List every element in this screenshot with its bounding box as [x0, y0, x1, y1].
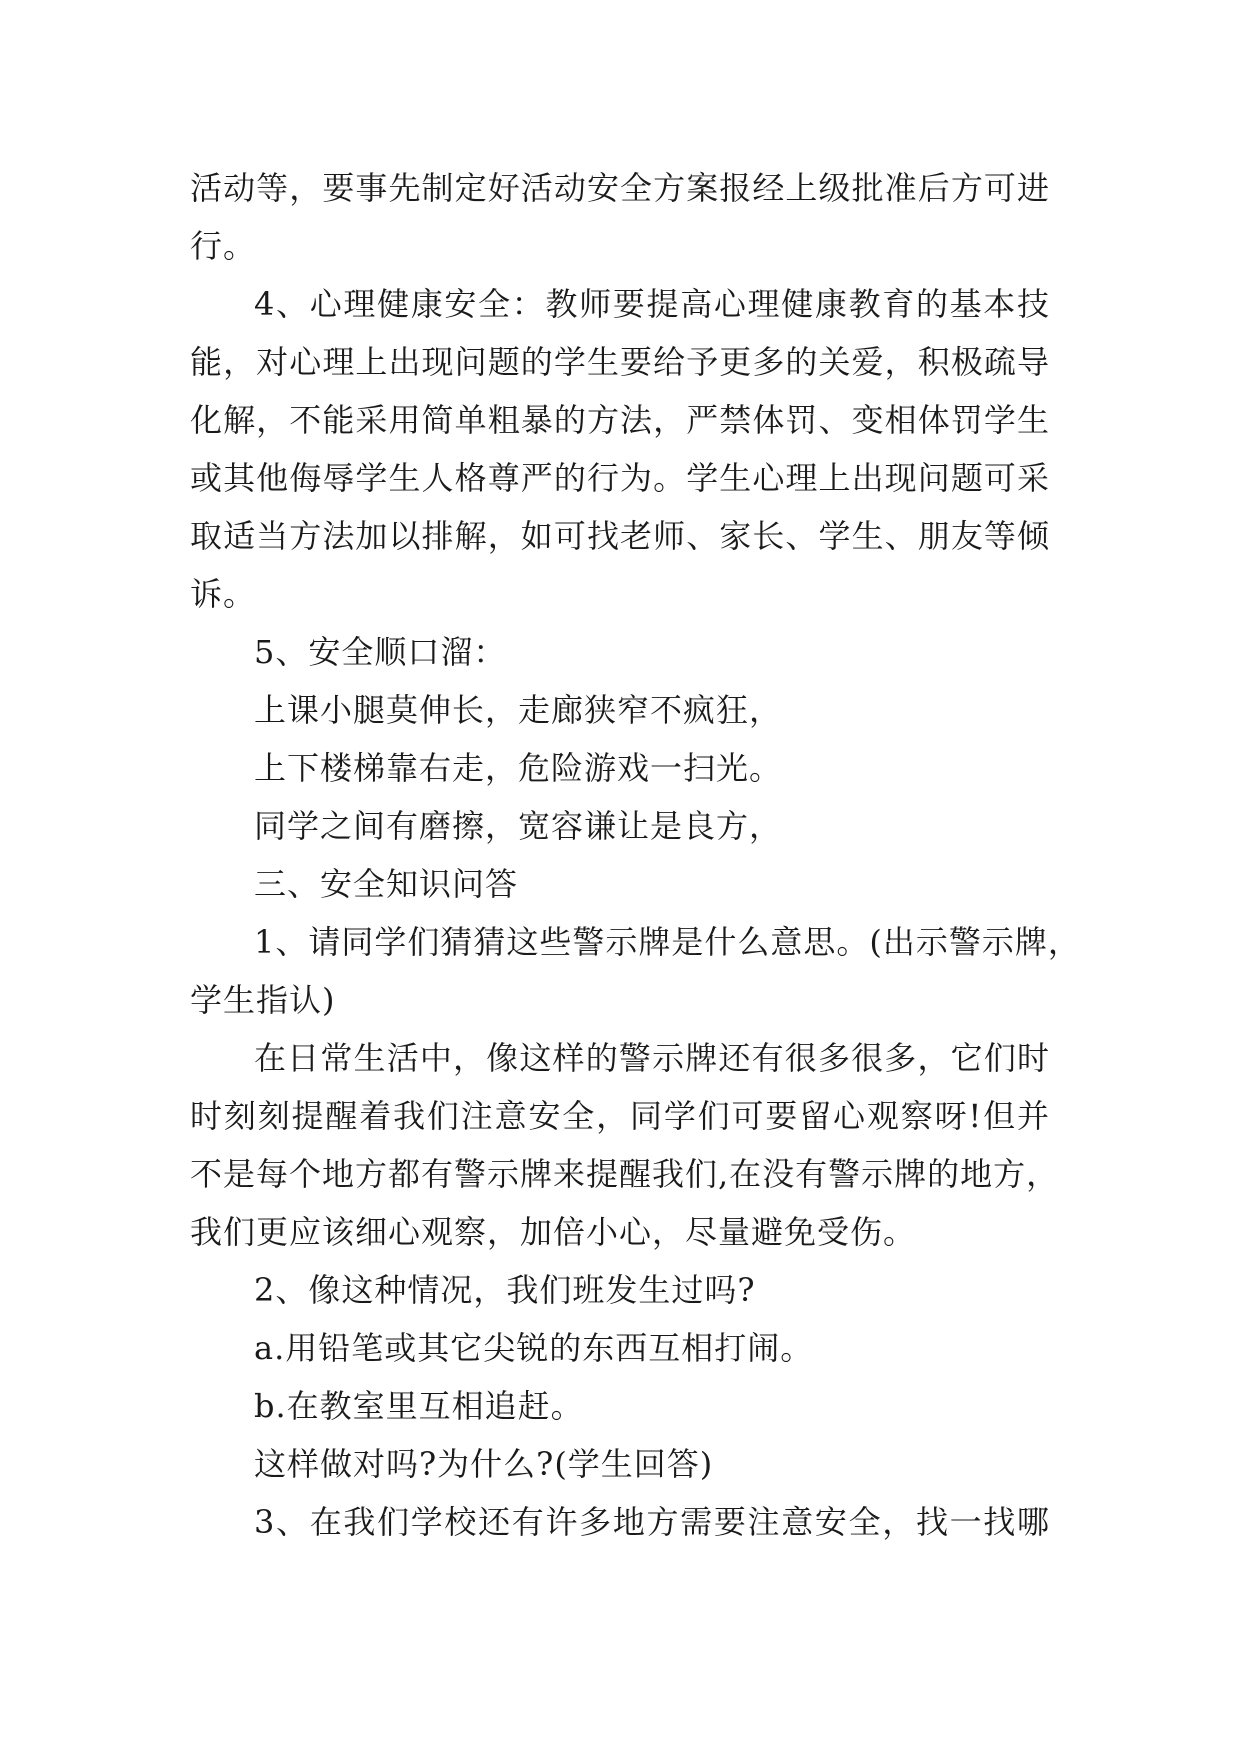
paragraph-line: 或其他侮辱学生人格尊严的行为。学生心理上出现问题可采	[190, 459, 1050, 497]
paragraph-line: 学生指认)	[190, 981, 336, 1019]
list-item: b.在教室里互相追赶。	[254, 1387, 584, 1425]
paragraph-line: 在日常生活中，像这样的警示牌还有很多很多，它们时	[254, 1039, 1050, 1077]
question-line: 2、像这种情况，我们班发生过吗?	[254, 1271, 756, 1309]
list-item: a.用铅笔或其它尖锐的东西互相打闹。	[254, 1329, 814, 1367]
section-heading: 三、安全知识问答	[254, 865, 519, 903]
paragraph-line: 能，对心理上出现问题的学生要给予更多的关爱，积极疏导	[190, 343, 1050, 381]
paragraph-line: 1、请同学们猜猜这些警示牌是什么意思。(出示警示牌，	[254, 923, 1081, 961]
paragraph-line: 取适当方法加以排解，如可找老师、家长、学生、朋友等倾	[190, 517, 1050, 555]
paragraph-line: 4、心理健康安全：教师要提高心理健康教育的基本技	[254, 285, 1050, 323]
paragraph-line: 行。	[190, 227, 257, 265]
paragraph-line: 化解，不能采用简单粗暴的方法，严禁体罚、变相体罚学生	[190, 401, 1050, 439]
paragraph-line: 诉。	[190, 575, 257, 613]
rhyme-line: 上下楼梯靠右走，危险游戏一扫光。	[254, 749, 783, 787]
paragraph-line: 时刻刻提醒着我们注意安全，同学们可要留心观察呀!但并	[190, 1097, 1050, 1135]
question-line: 这样做对吗?为什么?(学生回答)	[254, 1445, 714, 1483]
rhyme-line: 同学之间有磨擦，宽容谦让是良方，	[254, 807, 783, 845]
rhyme-line: 上课小腿莫伸长，走廊狭窄不疯狂，	[254, 691, 783, 729]
paragraph-line: 3、在我们学校还有许多地方需要注意安全，找一找哪	[254, 1503, 1050, 1541]
paragraph-line: 不是每个地方都有警示牌来提醒我们,在没有警示牌的地方，	[190, 1155, 1060, 1193]
paragraph-line: 我们更应该细心观察，加倍小心，尽量避免受伤。	[190, 1213, 917, 1251]
paragraph-line: 活动等，要事先制定好活动安全方案报经上级批准后方可进	[190, 169, 1050, 207]
section-heading: 5、安全顺口溜：	[254, 633, 507, 671]
